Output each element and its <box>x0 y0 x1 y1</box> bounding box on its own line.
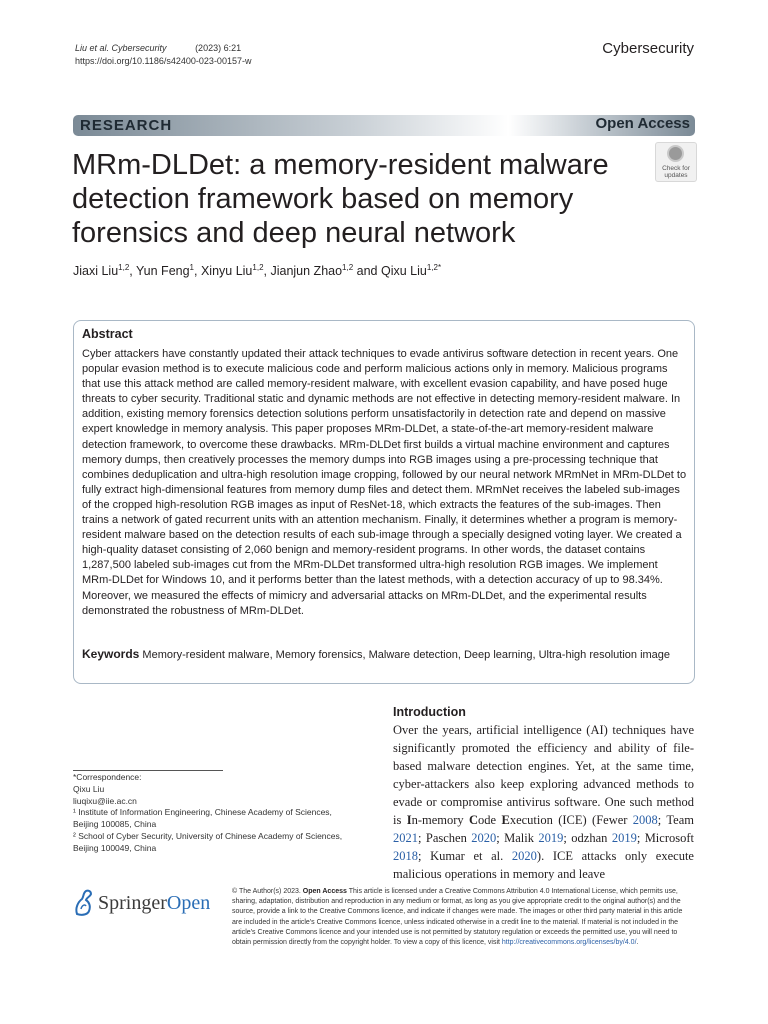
journal-name: Cybersecurity <box>602 40 694 57</box>
license-open-access: Open Access <box>302 888 347 895</box>
license-body: This article is licensed under a Creative Commons Attribution 4.0 International License, which permits use, sharing, adaptation, distribution and reproduction in any medium or format, as long as you give appropriate credit to the original author(s) and the source, provide a link to the Creative Commons licence, and indicate if changes were made. The images or other third party material in this article are included in the article's Creative Commons licence, unless indicated otherwise in a credit line to the material. If material is not included in the article's Creative Commons licence and your intended use is not permitted by statutory regulation or exceeds the permitted use, you will need to obtain permission directly from the copyright holder. To view a copy of this licence, visit <box>232 888 683 947</box>
author-name[interactable]: Qixu Liu <box>380 264 427 279</box>
author-affiliation: 1,2 <box>252 263 264 272</box>
term-letter: I <box>406 813 412 827</box>
term-letter: C <box>469 813 479 827</box>
open-access-label: Open Access <box>595 115 690 132</box>
footnote-rule <box>73 770 223 771</box>
author-name[interactable]: Jiaxi Liu <box>73 264 119 279</box>
affiliation-1: ¹ Institute of Information Engineering, Chinese Academy of Sciences, <box>73 807 332 818</box>
article-type-label: RESEARCH <box>80 117 173 134</box>
citation-link[interactable]: 2020 <box>471 831 497 845</box>
citation-sep: ; odzhan <box>563 831 612 845</box>
license-suffix: . <box>636 939 639 947</box>
citation-sep: ; Malik <box>496 831 539 845</box>
correspondence-footnote <box>73 772 363 855</box>
author-separator: and <box>353 264 381 279</box>
correspondence-name: Qixu Liu <box>73 783 105 794</box>
springer-open-logo <box>73 888 218 922</box>
correspondence-label: *Correspondence: <box>73 772 142 782</box>
springer-horse-icon <box>73 888 95 918</box>
author-affiliation: 1 <box>189 263 194 272</box>
citation-sep: ; Paschen <box>418 831 472 845</box>
springer-name: Springer <box>98 892 167 914</box>
author-affiliation: 1,2 <box>118 263 130 272</box>
term-text: ode <box>478 813 502 827</box>
citation: Liu et al. Cybersecurity <box>75 43 167 53</box>
author-separator: , <box>129 264 137 279</box>
citation-line <box>75 43 241 53</box>
term-text: n-memory <box>411 813 470 827</box>
author-affiliation: 1,2 <box>342 263 354 272</box>
article-title: MRm-DLDet: a memory-resident malware detection framework based on memory forensics and deep neural network <box>72 149 609 249</box>
introduction-paragraph <box>393 721 694 883</box>
author-name[interactable]: Jianjun Zhao <box>270 264 343 279</box>
author-affiliation: 1,2* <box>426 263 442 272</box>
author-name[interactable]: Yun Feng <box>136 264 190 279</box>
license-text <box>232 887 694 948</box>
section-heading-introduction: Introduction <box>393 705 466 719</box>
citation-link[interactable]: 2018 <box>393 849 418 863</box>
citation-link[interactable]: 2019 <box>611 831 637 845</box>
springer-open: Open <box>166 892 211 914</box>
doi-link[interactable]: https://doi.org/10.1186/s42400-023-00157-w <box>75 56 252 66</box>
term-text: xecution (ICE) (Fewer <box>509 813 633 827</box>
springer-wordmark <box>98 892 210 915</box>
citation-link[interactable]: 2019 <box>538 831 564 845</box>
correspondence-email[interactable]: liuqixu@iie.ac.cn <box>73 795 137 806</box>
license-link[interactable]: http://creativecommons.org/licenses/by/4.0/ <box>501 939 637 947</box>
author-separator: , <box>194 264 201 279</box>
year-issue: (2023) 6:21 <box>195 43 242 53</box>
keywords <box>82 647 688 663</box>
crossmark-circle-icon <box>667 145 684 162</box>
crossmark-label-2: updates <box>664 172 688 179</box>
citation-sep: ). ICE attacks only execute malicious operations in memory and leave <box>393 849 694 881</box>
license-prefix: © The Author(s) 2023. <box>232 888 303 895</box>
affiliation-2-city: Beijing 100049, China <box>73 842 157 853</box>
author-list <box>73 263 441 278</box>
citation-link[interactable]: 2008 <box>632 813 658 827</box>
keywords-list: Memory-resident malware, Memory forensics, Malware detection, Deep learning, Ultra-high resolution image <box>142 649 671 661</box>
abstract-heading: Abstract <box>82 327 133 341</box>
author-separator: , <box>263 264 271 279</box>
crossmark-label-1: Check for <box>662 165 690 172</box>
affiliation-1-city: Beijing 100085, China <box>73 819 157 830</box>
citation-sep: ; Kumar et al. <box>418 849 512 863</box>
term-letter: E <box>501 813 510 827</box>
keywords-label: Keywords <box>82 647 140 661</box>
citation-link[interactable]: 2021 <box>393 831 418 845</box>
crossmark-icon[interactable] <box>655 142 697 182</box>
citation-sep: ; Team <box>657 813 694 827</box>
author-name[interactable]: Xinyu Liu <box>200 264 253 279</box>
abstract-text: Cyber attackers have constantly updated their attack techniques to evade antivirus software detection in recent years. One popular evasion method is to execute malicious code and perform malicious actions only in memory. Malicious programs that use this attack method are called memory-resident malware, with excellent evasion capability, and have posed huge threats to cyber security. Traditional static and dynamic methods are not effective in detecting memory-resident malware. In addition, existing memory forensics detection solutions perform unsatisfactorily in detection rate and depend on massive expert knowledge in memory analysis. This paper proposes MRm-DLDet, a state-of-the-art memory-resident malware detection framework, to overcome these drawbacks. MRm-DLDet first builds a virtual machine environment and captures memory dumps, then creatively processes the memory dumps into RGB images using a pre-processing technique that combines deduplication and ultra-high resolution image cropping, followed by our neural network MRmNet in MRm-DLDet to fully extract high-dimensional features from memory dump files and detect them. MRmNet receives the labeled sub-images of the cropped high-resolution RGB images as input of ResNet-18, which extracts the features of the sub-images. Then trains a network of gated recurrent units with an attention mechanism. Finally, it determines whether a program is memory-resident malware based on the detection results of each sub-image through a specially designed voting layer. We created a high-quality dataset consisting of 2,060 benign and memory-resident programs. In other words, the dataset contains 1,287,500 labeled sub-images cut from the MRm-DLDet transformed ultra-high resolution RGB images. We implement MRm-DLDet for Windows 10, and it performs better than the latest methods, with a detection accuracy of up to 98.34%. Moreover, we measured the effects of mimicry and adversarial attacks on MRm-DLDet, and the experimental results demonstrated the robustness of MRm-DLDet. <box>82 348 687 617</box>
citation-link[interactable]: 2020 <box>511 849 537 863</box>
citation-sep: ; Microsoft <box>636 831 694 845</box>
intro-text: Over the years, artificial intelligence (AI) techniques have significantly promoted the efficiency and ability of file-based malware detection engines. Yet, at the same time, cyber-attackers also keep exploring advanced methods to evade or compromise antivirus software. One such method is <box>393 723 694 827</box>
affiliation-2: ² School of Cyber Security, University of Chinese Academy of Sciences, <box>73 830 343 841</box>
